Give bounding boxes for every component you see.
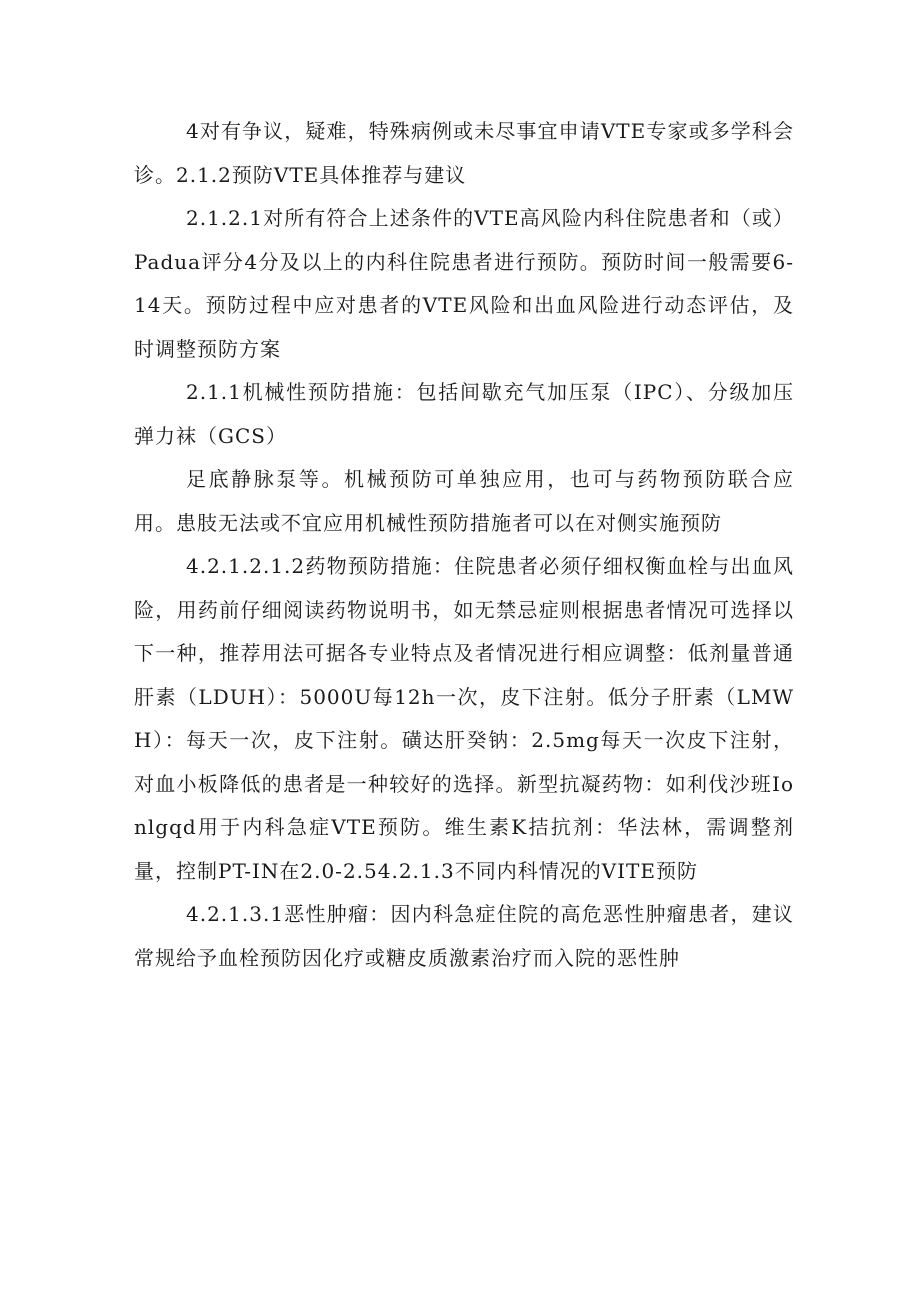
document-body [134,110,794,980]
paragraph-malignant-tumor: 4.2.1.3.1恶性肿瘤：因内科急症住院的高危恶性肿瘤患者，建议常规给予血栓预防因化疗或糖皮质激素治疗而入院的恶性肿 [134,902,794,970]
paragraph-prevention-scope: 2.1.2.1对所有符合上述条件的VTE高风险内科住院患者和（或）Padua评分4分及以上的内科住院患者进行预防。预防时间一般需要6-14天。预防过程中应对患者的VTE风险和出血风险进行动态评估，及时调整预防方案 [134,206,794,361]
paragraph-drug-prevention: 4.2.1.2.1.2药物预防措施：住院患者必须仔细权衡血栓与出血风险，用药前仔细阅读药物说明书，如无禁忌症则根据患者情况可选择以下一种，推荐用法可据各专业特点及者情况进行相应调整：低剂量普通肝素（LDUH）：5000U每12h一次，皮下注射。低分子肝素（LMWH）：每天一次，皮下注射。磺达肝癸钠：2.5mg每天一次皮下注射，对血小板降低的患者是一种较好的选择。新型抗凝药物：如利伐沙班Ionlgqd用于内科急症VTE预防。维生素K拮抗剂：华法林，需调整剂量，控制PT-IN在2.0-2.54.2.1.3不同内科情况的VITE预防 [134,554,794,883]
paragraph-consultation: 4对有争议，疑难，特殊病例或未尽事宜申请VTE专家或多学科会诊。2.1.2预防VTE具体推荐与建议 [134,119,794,187]
paragraph-foot-pump: 足底静脉泵等。机械预防可单独应用，也可与药物预防联合应用。患肢无法或不宜应用机械性预防措施者可以在对侧实施预防 [134,467,794,535]
paragraph-mechanical-prevention: 2.1.1机械性预防措施：包括间歇充气加压泵（IPC）、分级加压弹力袜（GCS） [134,380,794,448]
